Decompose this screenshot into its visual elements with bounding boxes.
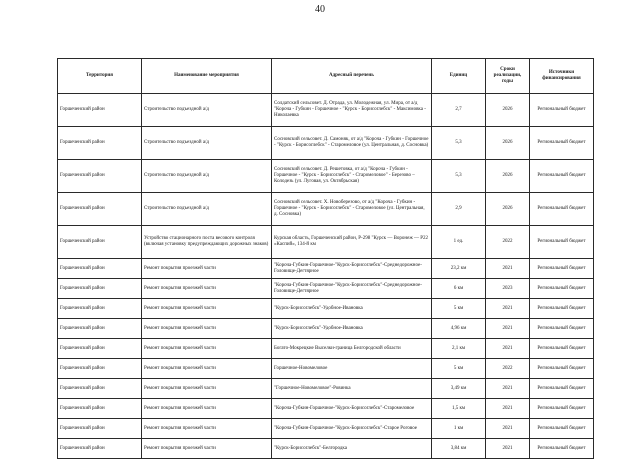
cell-years: 2021	[486, 299, 530, 319]
cell-activity: Ремонт покрытия проезжей части	[142, 359, 272, 379]
cell-units: 2,1 км	[432, 339, 486, 359]
cell-units: 2,9	[432, 193, 486, 226]
cell-address: Сосновский сельсовет. Д. Решетовка, от а/д "Короча - Губкин - Горшечное - "Курск - Борисоглебск" - Старомеловое" - Березово – Колодезь (ул. Луговая, ул. Октябрьская)	[272, 160, 432, 193]
cell-territory: Горшеченский район	[58, 439, 142, 459]
cell-territory: Горшеченский район	[58, 319, 142, 339]
header-address: Адресный перечень	[272, 59, 432, 94]
cell-address: Сосновский сельсовет. Д. Самоняк, от а/д "Короча - Губкин - Горшечное - "Курск - Борисоглебск" - Старомеловое (ул. Центральная, д. Сосновка)	[272, 127, 432, 160]
cell-units: 1 км	[432, 419, 486, 439]
table-row	[58, 160, 594, 193]
cell-years: 2021	[486, 439, 530, 459]
header-units: Единиц	[432, 59, 486, 94]
cell-units: 3,49 км	[432, 379, 486, 399]
table-row	[58, 379, 594, 399]
cell-source: Региональный бюджет	[530, 359, 594, 379]
cell-territory: Горшеченский район	[58, 279, 142, 299]
cell-years: 2021	[486, 399, 530, 419]
table-row	[58, 319, 594, 339]
header-years: Сроки реализации, годы	[486, 59, 530, 94]
cell-territory: Горшеченский район	[58, 226, 142, 259]
page-number: 40	[315, 4, 325, 15]
cell-territory: Горшеченский район	[58, 193, 142, 226]
cell-territory: Горшеченский район	[58, 399, 142, 419]
cell-address: "Горшечное-Новомеловое"-Ровинка	[272, 379, 432, 399]
cell-years: 2026	[486, 94, 530, 127]
header-activity: Наименование мероприятия	[142, 59, 272, 94]
cell-address: "Короча-Губкин-Горшечное-"Курск-Борисоглебск"-Среднедорожное-Головище-Дегтярное	[272, 259, 432, 279]
cell-address: "Короча-Губкин-Горшечное-"Курск-Борисоглебск"-Старомеловое	[272, 399, 432, 419]
cell-activity: Ремонт покрытия проезжей части	[142, 319, 272, 339]
cell-address: "Короча-Губкин-Горшечное-"Курск-Борисоглебск"-Среднедорожное-Головище-Дегтярное	[272, 279, 432, 299]
table-row	[58, 419, 594, 439]
cell-years: 2022	[486, 359, 530, 379]
header-source: Источники финансирования	[530, 59, 594, 94]
table-row	[58, 259, 594, 279]
cell-territory: Горшеченский район	[58, 419, 142, 439]
cell-territory: Горшеченский район	[58, 94, 142, 127]
cell-units: 1,5 км	[432, 399, 486, 419]
table-row	[58, 193, 594, 226]
cell-address: "Курск-Борисоглебск"-Удобное-Ивановка	[272, 299, 432, 319]
cell-territory: Горшеченский район	[58, 127, 142, 160]
cell-activity: Ремонт покрытия проезжей части	[142, 259, 272, 279]
cell-address: Сосновский сельсовет. Х. Новоберезово, от а/д "Короча - Губкин - Горшечное - "Курск - Борисоглебск" - Старомеловое (ул. Центральная, д. Сосновка)	[272, 193, 432, 226]
cell-units: 5 км	[432, 299, 486, 319]
cell-source: Региональный бюджет	[530, 94, 594, 127]
cell-activity: Ремонт покрытия проезжей части	[142, 339, 272, 359]
cell-source: Региональный бюджет	[530, 299, 594, 319]
cell-activity: Строительство подъездной а/д	[142, 160, 272, 193]
cell-years: 2026	[486, 193, 530, 226]
cell-source: Региональный бюджет	[530, 127, 594, 160]
cell-years: 2021	[486, 379, 530, 399]
cell-activity: Устройство стационарного поста весового контроля (включая установку предупреждающих дорожных знаков)	[142, 226, 272, 259]
cell-address: Солдатский сельсовет. Д. Отрада, ул. Молодежная, ул. Мира, от а/д "Короча - Губкин - Горшечное - "Курск - Борисоглебск" - Максимовка - Николаевка	[272, 94, 432, 127]
cell-source: Региональный бюджет	[530, 439, 594, 459]
header-territory: Территория	[58, 59, 142, 94]
cell-address: Горшечное-Новомеловое	[272, 359, 432, 379]
cell-territory: Горшеченский район	[58, 160, 142, 193]
table-header-row	[58, 59, 594, 94]
cell-years: 2026	[486, 127, 530, 160]
cell-activity: Ремонт покрытия проезжей части	[142, 419, 272, 439]
cell-source: Региональный бюджет	[530, 259, 594, 279]
cell-address: "Курск-Борисоглебск"-Удобное-Ивановка	[272, 319, 432, 339]
table-row	[58, 399, 594, 419]
cell-source: Региональный бюджет	[530, 399, 594, 419]
cell-units: 3,84 км	[432, 439, 486, 459]
cell-address: "Короча-Губкин-Горшечное-"Курск-Борисоглебск"-Старое Роговое	[272, 419, 432, 439]
cell-units: 5,3	[432, 160, 486, 193]
cell-units: 5 км	[432, 359, 486, 379]
cell-units: 23,2 км	[432, 259, 486, 279]
activities-table	[57, 58, 594, 459]
cell-source: Региональный бюджет	[530, 160, 594, 193]
cell-activity: Ремонт покрытия проезжей части	[142, 279, 272, 299]
cell-source: Региональный бюджет	[530, 226, 594, 259]
table-row	[58, 299, 594, 319]
cell-activity: Ремонт покрытия проезжей части	[142, 379, 272, 399]
cell-units: 1 ед.	[432, 226, 486, 259]
cell-territory: Горшеченский район	[58, 339, 142, 359]
cell-units: 4,96 км	[432, 319, 486, 339]
cell-activity: Строительство подъездной а/д	[142, 94, 272, 127]
cell-address: Богато-Мокрецкие Выселки-граница Белгородской области	[272, 339, 432, 359]
cell-units: 6 км	[432, 279, 486, 299]
cell-territory: Горшеченский район	[58, 379, 142, 399]
cell-source: Региональный бюджет	[530, 319, 594, 339]
cell-years: 2021	[486, 419, 530, 439]
cell-years: 2021	[486, 259, 530, 279]
cell-activity: Строительство подъездной а/д	[142, 127, 272, 160]
cell-years: 2022	[486, 226, 530, 259]
cell-years: 2021	[486, 319, 530, 339]
cell-territory: Горшеченский район	[58, 359, 142, 379]
table-row	[58, 127, 594, 160]
cell-source: Региональный бюджет	[530, 339, 594, 359]
cell-years: 2023	[486, 279, 530, 299]
cell-activity: Ремонт покрытия проезжей части	[142, 299, 272, 319]
cell-units: 5,3	[432, 127, 486, 160]
table-row	[58, 94, 594, 127]
cell-activity: Ремонт покрытия проезжей части	[142, 399, 272, 419]
cell-units: 2,7	[432, 94, 486, 127]
table-row	[58, 339, 594, 359]
table-row	[58, 279, 594, 299]
cell-years: 2021	[486, 339, 530, 359]
table-row	[58, 359, 594, 379]
cell-source: Региональный бюджет	[530, 193, 594, 226]
cell-years: 2026	[486, 160, 530, 193]
cell-activity: Строительство подъездной а/д	[142, 193, 272, 226]
cell-activity: Ремонт покрытия проезжей части	[142, 439, 272, 459]
cell-source: Региональный бюджет	[530, 419, 594, 439]
cell-territory: Горшеченский район	[58, 259, 142, 279]
cell-territory: Горшеченский район	[58, 299, 142, 319]
cell-address: Курская область, Горшеченский район, Р-298 "Курск — Воронеж — Р22 «Каспий», 134-й км	[272, 226, 432, 259]
cell-source: Региональный бюджет	[530, 279, 594, 299]
cell-address: "Курск-Борисоглебск"-Белгородка	[272, 439, 432, 459]
cell-source: Региональный бюджет	[530, 379, 594, 399]
table-row	[58, 439, 594, 459]
table-row	[58, 226, 594, 259]
